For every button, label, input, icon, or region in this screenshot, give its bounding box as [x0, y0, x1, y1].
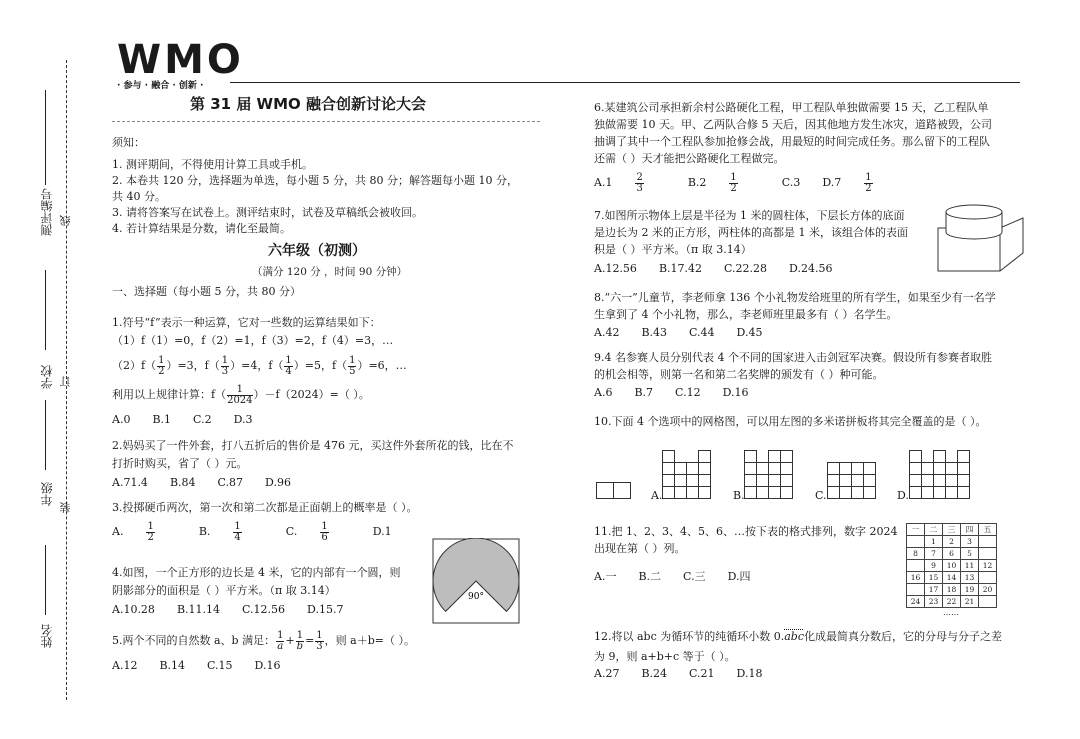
q12-options [594, 666, 1002, 682]
q1-text: ）－f（2024）=（ ）。 [253, 388, 370, 401]
q6-line2: 独做需要 10 天。甲、乙两队合修 5 天后，因其他地方发生冰灾，道路被毁，公司 [594, 118, 992, 131]
numerator: 1 [227, 385, 252, 396]
q3-options [112, 520, 418, 544]
table-row [907, 548, 997, 560]
table-cell: 五 [979, 524, 997, 536]
option-b[interactable]: B.7 [634, 386, 654, 399]
q12-text: 化成最简真分数后，它的分母与分子之差 [804, 630, 1003, 643]
denominator: 2 [865, 182, 872, 194]
question-8 [594, 290, 996, 341]
table-cell: 12 [979, 560, 997, 572]
arrangement-table [906, 523, 997, 608]
table-row [907, 572, 997, 584]
option-label: A.1 [594, 176, 613, 189]
q9-line2: 的机会相等，则第一名和第二名奖牌的颁发有（ ）种可能。 [594, 368, 884, 381]
option-c[interactable]: C.12.56 [242, 603, 286, 616]
denominator: 4 [285, 365, 292, 377]
q8-options [594, 325, 996, 341]
numerator: 1 [296, 629, 304, 641]
table-cell: 四 [961, 524, 979, 536]
fraction [276, 631, 284, 652]
table-cell: 6 [943, 548, 961, 560]
q7-options [594, 261, 908, 277]
table-cell: 2 [943, 536, 961, 548]
q10-option-a[interactable]: A. [651, 489, 663, 502]
numerator: 2 [636, 171, 643, 183]
q3-stem: 3.投掷硬币两次，第一次和第二次都是正面朝上的概率是（ ）。 [112, 501, 418, 514]
option-a[interactable]: A.一 [594, 570, 617, 583]
q1-text: ）=4，f（ [230, 359, 284, 372]
option-b[interactable] [199, 520, 264, 544]
option-c[interactable] [286, 520, 351, 544]
option-a[interactable]: A.27 [594, 667, 620, 680]
notice-item: 1. 测评期间，不得使用计算工具或手机。 [112, 158, 313, 171]
q1-options [112, 412, 407, 428]
table-cell: 二 [925, 524, 943, 536]
margin-ding-label: 订 [59, 376, 72, 387]
table-row [907, 584, 997, 596]
margin-name-line [45, 545, 46, 615]
option-a[interactable]: A.10.28 [112, 603, 155, 616]
numerator: 1 [234, 520, 241, 532]
option-b[interactable]: B.24 [641, 667, 668, 680]
fraction [284, 356, 292, 377]
plus-sign: + [285, 634, 295, 647]
option-c[interactable]: C.44 [689, 326, 715, 339]
notice-item: 4. 若计算结果是分数，请化至最简。 [112, 222, 291, 235]
table-cell: 19 [961, 584, 979, 596]
numerator: 1 [277, 629, 284, 641]
q1-line4 [112, 382, 407, 408]
table-cell [979, 548, 997, 560]
q1-line2: （1）f（1）=0，f（2）=1，f（3）=2，f（4）=3，… [112, 334, 394, 347]
table-cell: 15 [925, 572, 943, 584]
margin-grade-label: 年级 [40, 482, 54, 506]
grid-cell [698, 486, 711, 499]
table-cell: 14 [943, 572, 961, 584]
numerator: 1 [349, 354, 356, 366]
table-cell [907, 584, 925, 596]
logo-text: WMO [117, 37, 244, 83]
q11-line2: 出现在第（ ）列。 [594, 542, 686, 555]
angle-label: 90° [468, 592, 484, 602]
q1-stem: 1.符号“f”表示一种运算，它对一些数的运算结果如下： [112, 316, 381, 329]
margin-school-label: 学校 [40, 365, 54, 389]
option-d[interactable]: D.1 [372, 525, 392, 538]
denominator: 3 [316, 640, 323, 652]
numerator: 1 [730, 171, 737, 183]
numerator: 1 [147, 520, 154, 532]
q5-options [112, 658, 415, 674]
table-cell: 3 [961, 536, 979, 548]
option-d[interactable]: D.16 [254, 659, 281, 672]
numerator: 1 [865, 171, 872, 183]
option-c[interactable]: C.15 [207, 659, 233, 672]
notice-item: 3. 请将答案写在试卷上。测评结束时，试卷及草稿纸会被收回。 [112, 206, 423, 219]
table-cell: 9 [925, 560, 943, 572]
notice-label: 须知： [112, 136, 145, 149]
grade-subtitle: （满分 120 分 ，时间 90 分钟） [252, 266, 408, 278]
option-c[interactable]: C.12 [675, 386, 701, 399]
grade-title: 六年级（初测） [268, 243, 366, 259]
option-label: B.2 [687, 176, 707, 189]
option-a[interactable]: A.42 [594, 326, 620, 339]
option-b[interactable]: B.14 [159, 659, 186, 672]
q7-line2: 是边长为 2 米的正方形，两柱体的高都是 1 米，该组合体的表面 [594, 226, 908, 239]
table-cell: 21 [961, 596, 979, 608]
q4-stem: 4.如图，一个正方形的边长是 4 米，它的内部有一个圆，则 [112, 566, 401, 579]
wmo-logo [117, 37, 244, 91]
question-3 [112, 500, 418, 544]
option-label: D.7 [822, 176, 842, 189]
option-a[interactable] [594, 171, 666, 195]
table-cell: 18 [943, 584, 961, 596]
q11-number-table [906, 523, 997, 617]
question-1 [112, 315, 407, 428]
table-cell: 22 [943, 596, 961, 608]
q4-square-circle-figure [432, 538, 520, 624]
fraction [315, 631, 323, 652]
numerator: 1 [321, 520, 328, 532]
title-rule [112, 121, 540, 122]
notice-item: 共 40 分。 [112, 190, 166, 203]
q1-text: ）=6，… [357, 359, 407, 372]
q10-option-d[interactable]: D. [897, 489, 909, 502]
table-cell: 23 [925, 596, 943, 608]
table-cell [979, 572, 997, 584]
option-b[interactable]: B.84 [169, 476, 196, 489]
table-cell: 8 [907, 548, 925, 560]
q12-text: 12.将以 abc 为循环节的纯循环小数 0. [594, 630, 785, 643]
table-cell: 20 [979, 584, 997, 596]
denominator: 2 [158, 365, 165, 377]
q9-options [594, 385, 992, 401]
denominator: 2 [730, 182, 737, 194]
margin-id-label: 测评编号 [40, 188, 54, 236]
table-cell: 13 [961, 572, 979, 584]
q5-stem [112, 628, 415, 654]
margin-name-label: 姓名 [40, 624, 54, 648]
table-cell: 17 [925, 584, 943, 596]
table-cell: 1 [925, 536, 943, 548]
q7-cylinder-box-figure [935, 198, 1027, 276]
equals-sign: = [305, 634, 315, 647]
table-cell: 10 [943, 560, 961, 572]
option-c[interactable]: C.21 [689, 667, 715, 680]
fraction [348, 356, 356, 377]
q4-line2: 阴影部分的面积是（ ）平方米。（π 取 3.14） [112, 584, 336, 597]
table-cell: 三 [943, 524, 961, 536]
q11-stem: 11.把 1、2、3、4、5、6、…按下表的格式排列，数字 2024 [594, 525, 898, 538]
option-c[interactable]: C.3 [781, 176, 801, 189]
table-ellipsis: …… [943, 608, 959, 617]
option-d[interactable]: D.96 [265, 476, 291, 489]
option-d[interactable]: D.16 [722, 386, 749, 399]
q10-option-c[interactable]: C. [815, 489, 827, 502]
margin-grade-line [45, 400, 46, 470]
fraction [729, 173, 737, 194]
q6-options [594, 171, 992, 195]
q7-line3: 积是（ ）平方米。（π 取 3.14） [594, 243, 752, 256]
table-row [907, 536, 997, 548]
q11-options [594, 569, 897, 585]
fraction [233, 522, 241, 543]
option-c[interactable]: C.22.28 [724, 262, 768, 275]
table-cell [907, 560, 925, 572]
q8-line2: 生拿到了 4 个小礼物，那么，李老师班里最多有（ ）名学生。 [594, 308, 898, 321]
q10-stem: 10.下面 4 个选项中的网格图，可以用左图的多米诺拼板将其完全覆盖的是（ ）。 [594, 415, 987, 428]
denominator: 5 [349, 365, 356, 377]
fraction [157, 356, 165, 377]
table-row [907, 596, 997, 608]
repeating-digits: abc [784, 630, 805, 643]
option-c[interactable]: C.三 [683, 570, 706, 583]
q1-text: 利用以上规律计算：f（ [112, 388, 227, 401]
page-title: 第 31 届 WMO 融合创新讨论大会 [190, 95, 426, 113]
option-label: B. [198, 525, 211, 538]
option-d[interactable]: D.18 [736, 667, 763, 680]
denominator: 2 [147, 531, 154, 543]
table-cell: 5 [961, 548, 979, 560]
option-d[interactable]: D.15.7 [307, 603, 344, 616]
fraction [296, 631, 304, 652]
notice-item: 2. 本卷共 120 分，选择题为单选，每小题 5 分，共 80 分；解答题每小题 10 分， [112, 174, 518, 187]
fraction [221, 356, 229, 377]
q12-stem [594, 628, 1002, 646]
q6-line3: 抽调了其中一个工程队参加抢修会战，用最短的时间完成任务。那么留下的工程队 [594, 135, 990, 148]
grid-cell [613, 482, 631, 499]
option-d[interactable] [822, 171, 894, 195]
question-6 [594, 100, 992, 195]
option-b[interactable]: B.二 [638, 570, 662, 583]
q5-text: 5.两个不同的自然数 a、b 满足： [112, 634, 276, 647]
q2-stem: 2.妈妈买了一件外套，打八五折后的售价是 476 元，买这件外套所花的钱，比在不 [112, 439, 514, 452]
q6-line4: 还需（ ）天才能把公路硬化工程做完。 [594, 152, 785, 165]
logo-tagline: · 参与 · 融合 · 创新 · [117, 81, 204, 91]
q1-text: ）=5，f（ [293, 359, 348, 372]
q2-line2: 打折时购买，省了（ ）元。 [112, 457, 248, 470]
question-2 [112, 438, 513, 491]
option-a[interactable]: A.71.4 [112, 476, 148, 489]
q7-stem: 7.如图所示物体上层是半径为 1 米的圆柱体，下层长方体的底面 [594, 209, 905, 222]
option-a[interactable] [112, 520, 177, 544]
table-cell [907, 536, 925, 548]
fraction [864, 173, 872, 194]
q2-options [112, 475, 513, 491]
option-a[interactable]: A.12.56 [594, 262, 637, 275]
table-cell: 一 [907, 524, 925, 536]
denominator: 4 [234, 531, 241, 543]
numerator: 1 [221, 354, 229, 366]
question-11 [594, 524, 897, 585]
question-9 [594, 350, 992, 401]
numerator: 1 [158, 354, 165, 366]
fraction [320, 522, 328, 543]
numerator: 1 [285, 354, 292, 366]
option-b[interactable]: B.17.42 [658, 262, 703, 275]
question-7 [594, 208, 908, 277]
numerator: 1 [316, 629, 323, 641]
denominator: 6 [321, 531, 328, 543]
question-5 [112, 628, 415, 674]
fraction [227, 385, 252, 406]
denominator: a [277, 640, 284, 652]
notice-block [112, 135, 518, 237]
grid-cell [780, 486, 793, 499]
denominator: 3 [636, 182, 643, 194]
table-cell: 11 [961, 560, 979, 572]
option-d[interactable]: D.四 [727, 570, 751, 583]
denominator: 3 [221, 365, 229, 377]
q5-text: ，则 a＋b=（ ）。 [324, 634, 415, 647]
option-a[interactable]: A.6 [594, 386, 613, 399]
grid-cell [596, 482, 614, 499]
table-row [907, 560, 997, 572]
grid-cell [957, 486, 970, 499]
table-cell: 7 [925, 548, 943, 560]
option-d[interactable]: D.3 [233, 413, 253, 426]
table-cell: 16 [907, 572, 925, 584]
question-4 [112, 565, 401, 618]
option-a[interactable]: A.12 [112, 659, 138, 672]
q8-stem: 8.“六一”儿童节，李老师拿 136 个小礼物发给班里的所有学生，如果至少有一名学 [594, 291, 996, 304]
q1-line3 [112, 354, 407, 378]
question-12 [594, 628, 1002, 682]
margin-line-label: 线 [59, 215, 72, 226]
q9-stem: 9.4 名参赛人员分别代表 4 个不同的国家进入击剑冠军决赛。假设所有参赛者取胜 [594, 351, 992, 364]
option-b[interactable]: B.1 [152, 413, 172, 426]
q4-options [112, 602, 401, 618]
option-c[interactable]: C.87 [217, 476, 244, 489]
grid-cell [863, 486, 876, 499]
q12-line2: 为 9，则 a+b+c 等于（ ）。 [594, 650, 736, 663]
q1-text: ）=3，f（ [166, 359, 220, 372]
header-rule [230, 82, 1020, 83]
table-row [907, 524, 997, 536]
cylinder-top [946, 205, 1002, 219]
option-b[interactable]: B.43 [641, 326, 668, 339]
q10-option-b[interactable]: B. [733, 489, 745, 502]
margin-school-line [45, 270, 46, 350]
table-cell [979, 596, 997, 608]
fraction [146, 522, 154, 543]
option-d[interactable]: D.45 [736, 326, 763, 339]
margin-id-line [45, 90, 46, 185]
table-cell: 24 [907, 596, 925, 608]
option-d[interactable]: D.24.56 [789, 262, 833, 275]
option-label: C. [285, 525, 298, 538]
option-b[interactable]: B.11.14 [176, 603, 221, 616]
option-b[interactable] [688, 171, 760, 195]
denominator: 2024 [227, 394, 253, 406]
margin-zhuang-label: 装 [59, 502, 72, 513]
fraction [635, 173, 643, 194]
option-a[interactable]: A.0 [112, 413, 131, 426]
q6-stem: 6.某建筑公司承担新余村公路硬化工程，甲工程队单独做需要 15 天，乙工程队单 [594, 101, 989, 114]
section-heading: 一、选择题（每小题 5 分，共 80 分） [112, 285, 301, 298]
table-cell [979, 536, 997, 548]
denominator: b [296, 640, 304, 652]
option-label: A. [112, 525, 124, 538]
option-c[interactable]: C.2 [193, 413, 212, 426]
q1-text: （2）f（ [112, 359, 157, 372]
